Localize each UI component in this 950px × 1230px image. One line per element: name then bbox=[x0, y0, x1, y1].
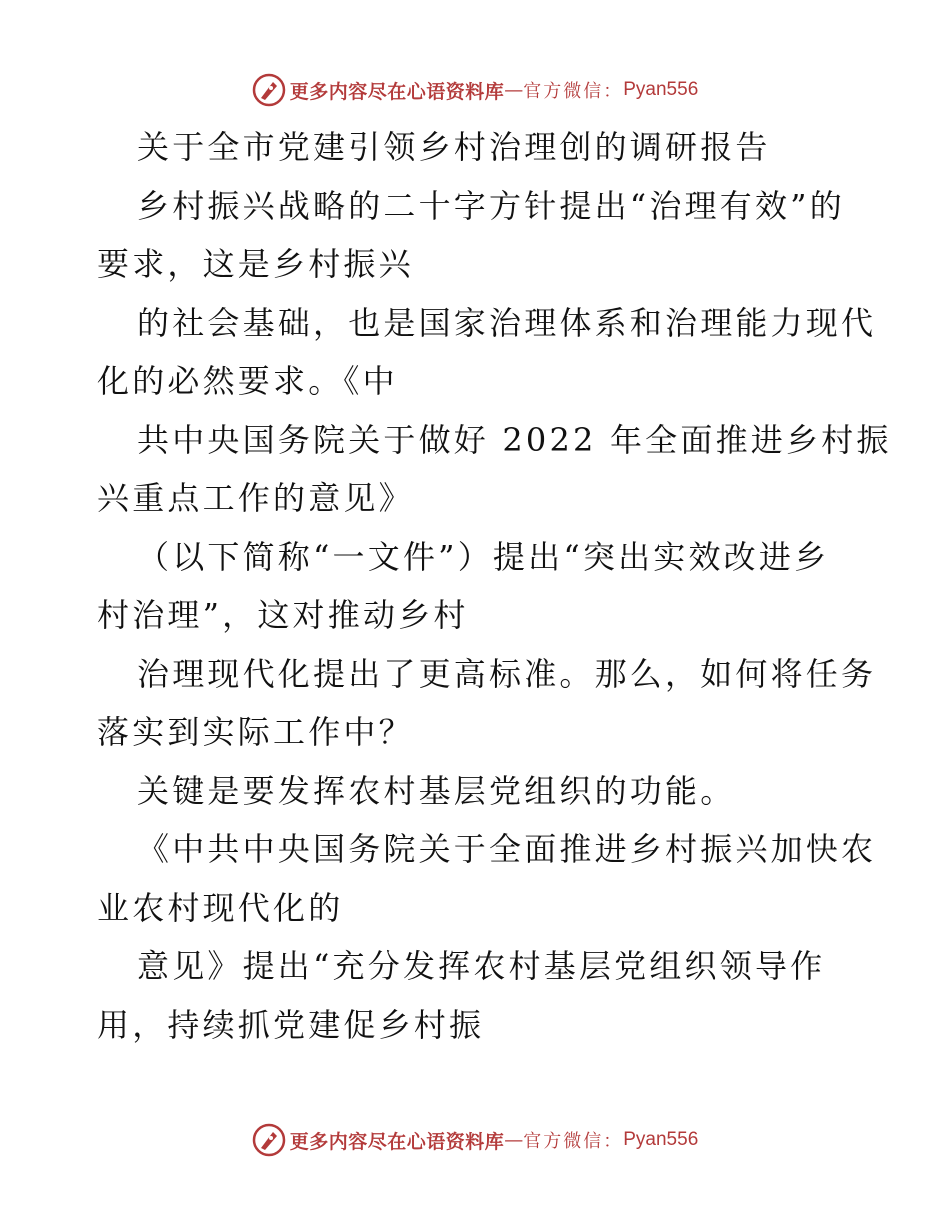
banner-colon: ： bbox=[603, 1131, 622, 1152]
paragraph-line: 乡村振兴战略的二十字方针提出“治理有效”的 bbox=[137, 186, 845, 225]
paragraph-line: 治理现代化提出了更高标准。那么，如何将任务 bbox=[137, 654, 877, 693]
paragraph-line: 意见》提出“充分发挥农村基层党组织领导作 bbox=[137, 947, 826, 985]
paragraph-line: 兴重点工作的意见》 bbox=[97, 479, 414, 517]
banner-official-label: 官方微信 bbox=[523, 1131, 604, 1152]
paragraph-line: 《中共中央国务院关于全面推进乡村振兴加快农 bbox=[137, 830, 877, 868]
paragraph-line: 的社会基础，也是国家治理体系和治理能力现代 bbox=[137, 303, 877, 342]
banner-official-label: 官方微信 bbox=[523, 81, 604, 102]
footer-banner bbox=[0, 1122, 950, 1158]
paragraph-line: 业农村现代化的 bbox=[97, 888, 344, 927]
banner-wechat-id: Pyan556 bbox=[623, 79, 699, 100]
banner-slogan: 更多内容尽在心语资料库 bbox=[289, 80, 505, 103]
paragraph-line: 村治理”，这对推动乡村 bbox=[97, 596, 469, 634]
banner-colon: ： bbox=[603, 81, 622, 102]
pen-nib-logo-icon bbox=[252, 73, 286, 107]
paragraph-line: 要求，这是乡村振兴 bbox=[97, 245, 414, 283]
paragraph-line: 关键是要发挥农村基层党组织的功能。 bbox=[137, 771, 736, 810]
paragraph-line: （以下简称“一文件”）提出“突出实效改进乡 bbox=[137, 537, 830, 576]
paragraph-line: 化的必然要求。《中 bbox=[97, 362, 398, 400]
paragraph-line: 落实到实际工作中？ bbox=[97, 713, 414, 751]
banner-dash: — bbox=[504, 79, 524, 101]
document-body bbox=[97, 118, 892, 1054]
paragraph-line: 用，持续抓党建促乡村振 bbox=[97, 1005, 485, 1044]
banner-dash: — bbox=[504, 1129, 524, 1151]
document-title: 关于全市党建引领乡村治理创的调研报告 bbox=[137, 128, 771, 166]
banner-slogan: 更多内容尽在心语资料库 bbox=[289, 1130, 505, 1153]
header-banner bbox=[0, 72, 950, 108]
banner-wechat-id: Pyan556 bbox=[623, 1129, 699, 1150]
pen-nib-logo-icon bbox=[252, 1123, 286, 1157]
paragraph-line: 共中央国务院关于做好 2022 年全面推进乡村振 bbox=[137, 420, 892, 459]
